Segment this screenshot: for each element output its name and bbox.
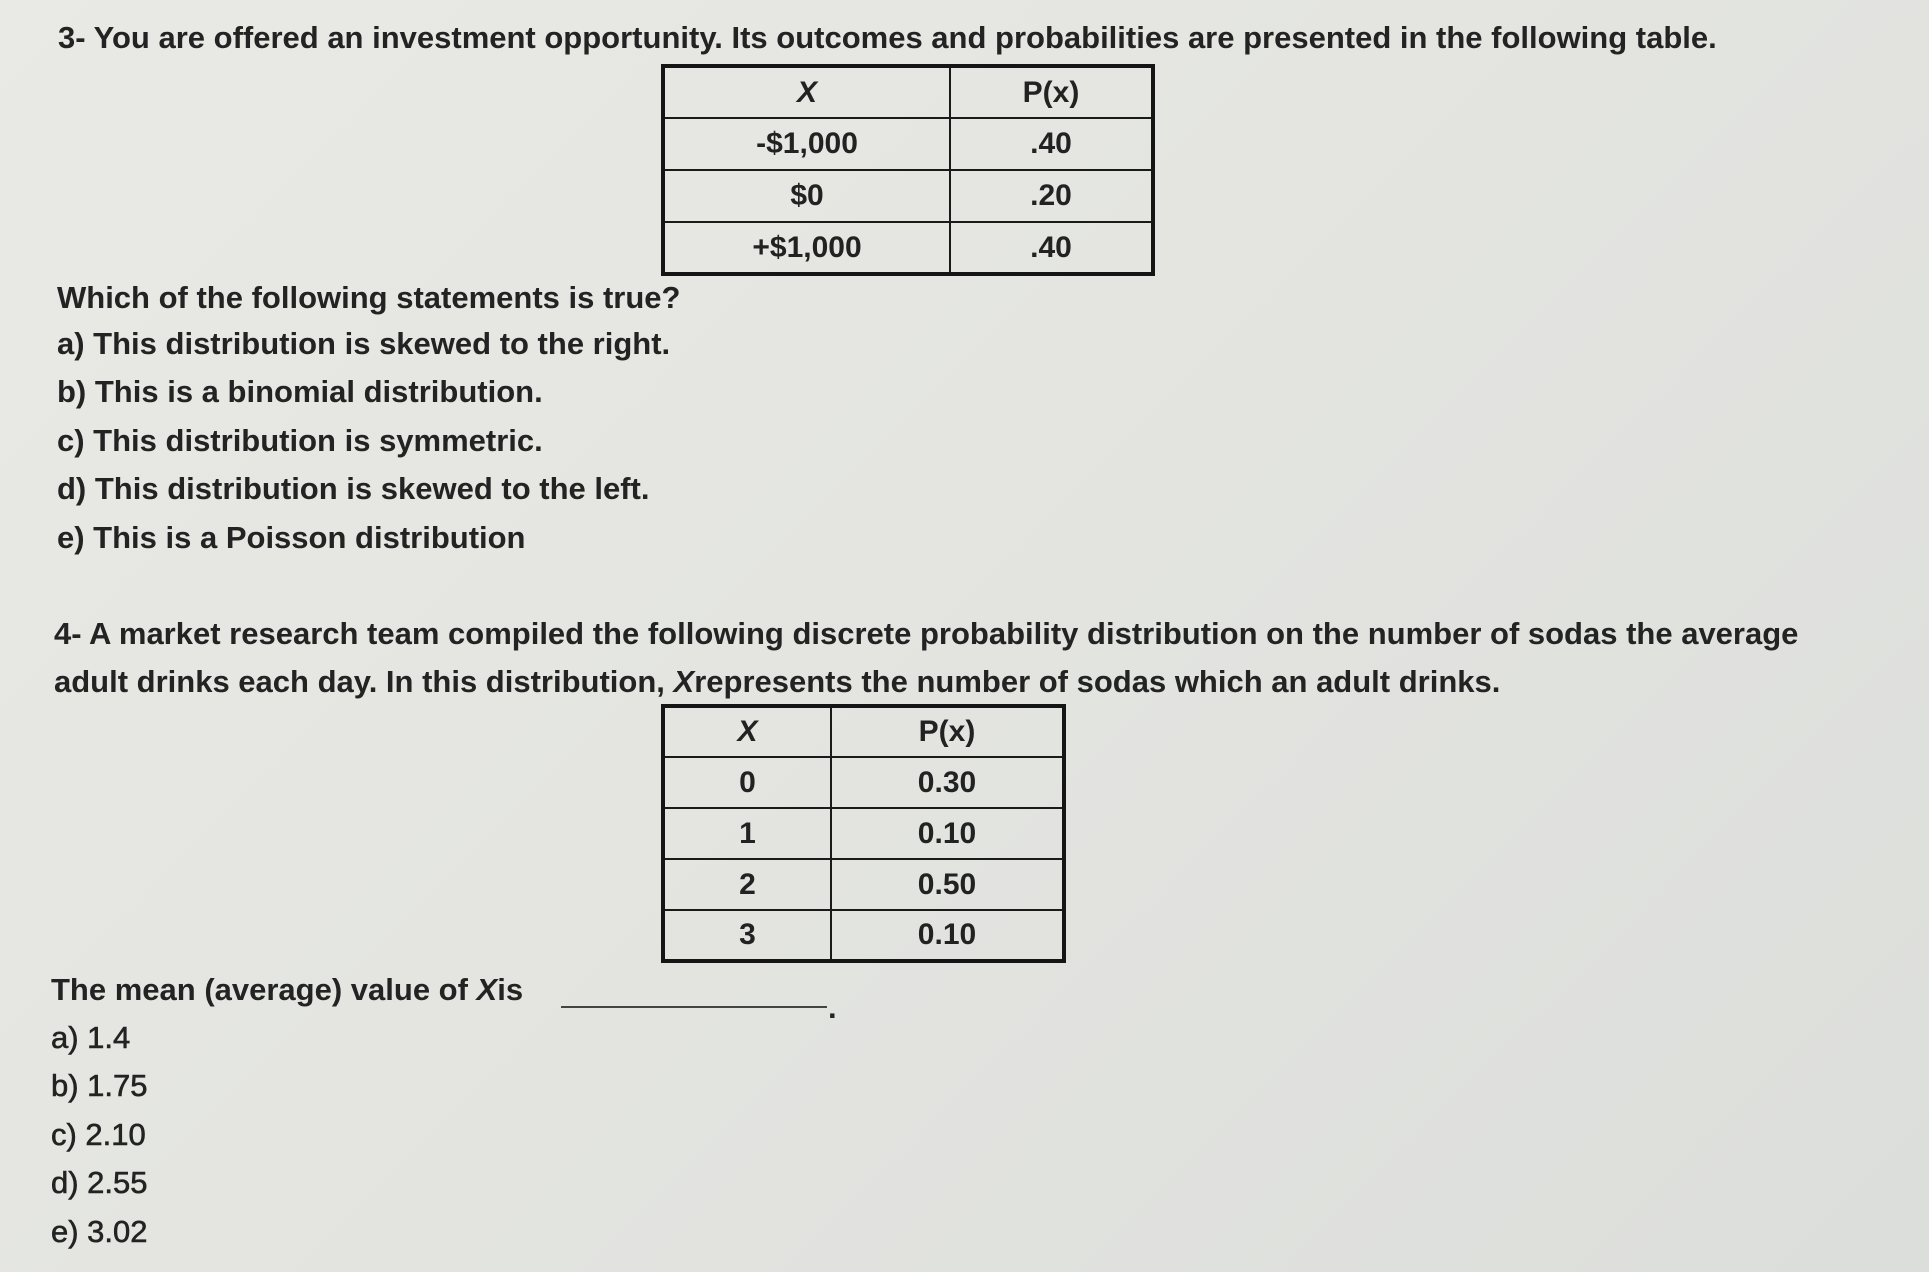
q4-option-e: e) 3.02 <box>51 1214 148 1249</box>
q4-option-d: d) 2.55 <box>51 1165 148 1200</box>
q4-option-b: b) 1.75 <box>51 1068 148 1103</box>
q3-option-b: b) This is a binomial distribution. <box>57 374 543 409</box>
q4-question <box>51 972 523 1008</box>
q4-option-c: c) 2.10 <box>51 1117 146 1152</box>
table-cell-px: .40 <box>950 118 1153 170</box>
column-header-x: X <box>663 66 950 118</box>
table-cell-x: 2 <box>663 859 831 910</box>
q3-option-d: d) This distribution is skewed to the left. <box>57 471 650 506</box>
table-cell-px: .40 <box>950 222 1153 274</box>
table-cell-x: -$1,000 <box>663 118 950 170</box>
table-row <box>663 808 1064 859</box>
table-cell-x: +$1,000 <box>663 222 950 274</box>
q4-prompt-line2 <box>54 664 1500 700</box>
q3-distribution-table <box>661 64 1155 276</box>
table-row <box>663 910 1064 961</box>
table-cell-x: 0 <box>663 757 831 808</box>
q4-question-text-a: The mean (average) value of <box>51 972 477 1007</box>
column-header-px: P(x) <box>831 706 1064 757</box>
q3-option-e: e) This is a Poisson distribution <box>57 520 526 555</box>
q3-question: Which of the following statements is true? <box>57 280 681 315</box>
q3-option-a: a) This distribution is skewed to the right. <box>57 326 671 361</box>
table-cell-px: .20 <box>950 170 1153 222</box>
q4-distribution-table <box>661 704 1066 963</box>
table-row <box>663 222 1153 274</box>
table-cell-x: $0 <box>663 170 950 222</box>
table-row <box>663 118 1153 170</box>
q4-prompt-line1: 4- A market research team compiled the following discrete probability distribution on the number of sodas the average <box>54 616 1799 651</box>
table-cell-x: 3 <box>663 910 831 961</box>
table-row <box>663 859 1064 910</box>
q3-prompt: 3- You are offered an investment opportunity. Its outcomes and probabilities are presented in the following table. <box>58 20 1717 55</box>
table-cell-px: 0.10 <box>831 808 1064 859</box>
q4-question-variable: X <box>476 972 498 1007</box>
q4-prompt-variable: X <box>673 664 695 699</box>
table-cell-px: 0.10 <box>831 910 1064 961</box>
table-row <box>663 757 1064 808</box>
table-cell-px: 0.50 <box>831 859 1064 910</box>
q4-option-a: a) 1.4 <box>51 1020 131 1055</box>
answer-blank-line <box>561 1006 827 1008</box>
column-header-px: P(x) <box>950 66 1153 118</box>
q3-option-c: c) This distribution is symmetric. <box>57 423 543 458</box>
table-row <box>663 170 1153 222</box>
table-cell-x: 1 <box>663 808 831 859</box>
table-cell-px: 0.30 <box>831 757 1064 808</box>
q4-prompt-text-a: adult drinks each day. In this distribution, <box>54 664 674 699</box>
q4-question-text-b: is <box>497 972 524 1007</box>
table-header-row <box>663 706 1064 757</box>
column-header-x: X <box>663 706 831 757</box>
table-header-row <box>663 66 1153 118</box>
q4-prompt-text-b: represents the number of sodas which an adult drinks. <box>694 664 1501 699</box>
q4-question-period: . <box>828 990 837 1025</box>
